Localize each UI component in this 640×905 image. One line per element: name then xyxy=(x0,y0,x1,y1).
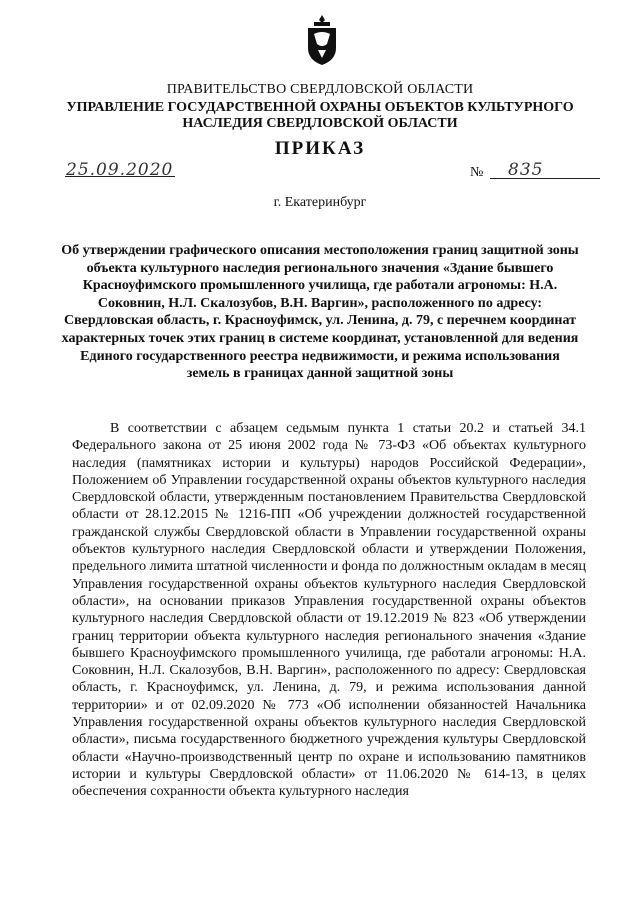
number-underline xyxy=(490,178,600,179)
department-name: УПРАВЛЕНИЕ ГОСУДАРСТВЕННОЙ ОХРАНЫ ОБЪЕКТОВ КУЛЬТУРНОГО НАСЛЕДИЯ СВЕРДЛОВСКОЙ ОБЛАСТИ xyxy=(66,100,574,131)
date-underline xyxy=(65,176,175,177)
coat-of-arms-icon xyxy=(305,14,339,66)
order-subject: Об утверждении графического описания местоположения границ защитной зоны объекта культурного наследия регионального значения «Здание бывшего Красноуфимского промышленного училища, где работали агрономы: Н.А. Соковнин, Н.Л. Скалозубов, В.Н. Варгин», расположенного по адресу: Свердловская область, г. Красноуфимск, ул. Ленина, д. 79, с перечнем координат характерных точек этих границ в системе координат, установленной для ведения Единого государственного реестра недвижимости, и режима использования земель в границах данной защитной зоны xyxy=(61,243,579,382)
number-sign: № xyxy=(470,165,484,180)
government-name: ПРАВИТЕЛЬСТВО СВЕРДЛОВСКОЙ ОБЛАСТИ xyxy=(166,82,474,97)
order-number: 835 xyxy=(508,160,544,180)
body-paragraph: В соответствии с абзацем седьмым пункта 1 статьи 20.2 и статьей 34.1 Федерального закона от 25 июня 2002 года № 73-ФЗ «Об объектах культурного наследия (памятниках истории и культуры) народов Российской Федерации», Положением об Управлении государственной охраны объектов культурного наследия Свердловской области, утвержденным постановлением Правительства Свердловской области от 28.12.2015 № 1216-ПП «Об учреждении должностей государственной гражданской службы Свердловской области в Управлении государственной охраны объектов культурного наследия Свердловской области и утверждении Положения, предельного лимита штатной численности и фонда по должностным окладам в месяц Управления государственной охраны объектов культурного наследия Свердловской области», на основании приказов Управления государственной охраны объектов культурного наследия Свердловской области от 19.12.2019 № 823 «Об утверждении границ территории объекта культурного наследия регионального значения «Здание бывшего Красноуфимского промышленного училища, где работали агрономы: Н.А. Соковнин, Н.Л. Скалозубов, В.Н. Варгин», расположенного по адресу: Свердловская область, г. Красноуфимск, ул. Ленина, д. 79, и режима использования данной территории» и от 02.09.2020 № 773 «Об исполнении обязанностей Начальника Управления государственной охраны объектов культурного наследия Свердловской области», письма государственного бюджетного учреждения культуры Свердловской области «Научно-производственный центр по охране и использованию памятников истории и культуры Свердловской области» от 11.06.2020 № 614-13, в целях обеспечения сохранности объекта культурного наследия xyxy=(72,421,586,800)
document-type-title: ПРИКАЗ xyxy=(274,138,366,159)
city-name: г. Екатеринбург xyxy=(273,195,367,210)
order-date: 25.09.2020 xyxy=(66,160,174,180)
